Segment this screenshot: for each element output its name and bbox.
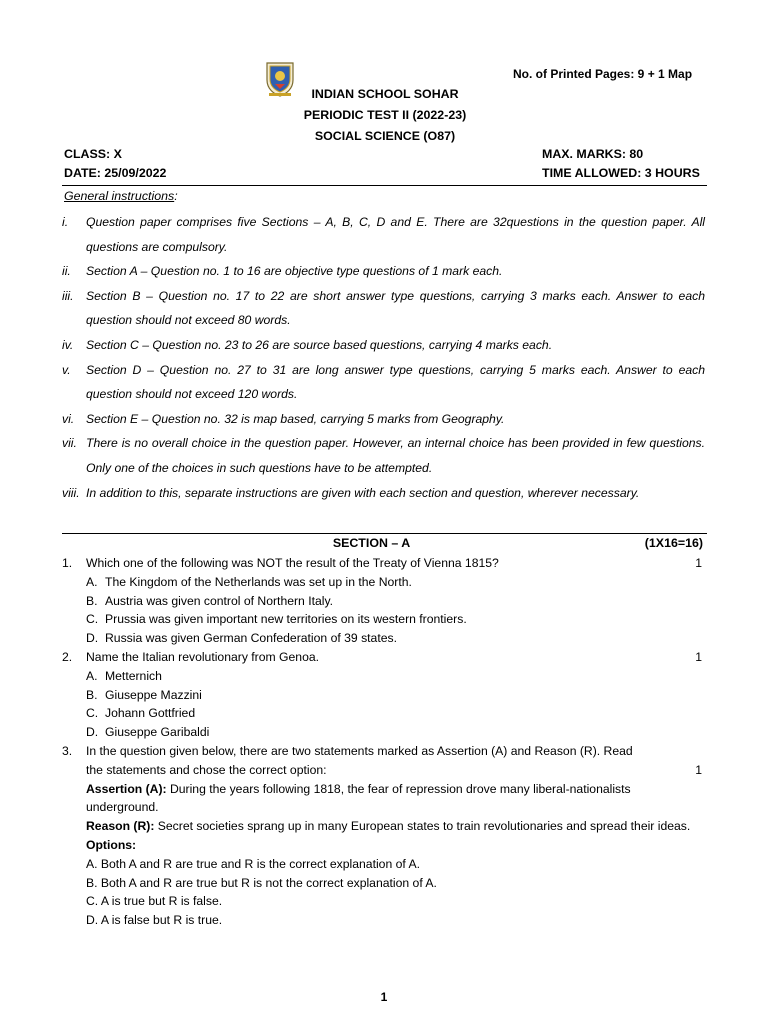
question-number: 1. — [62, 556, 73, 570]
instruction-item: i. Question paper comprises five Sections – A, B, C, D and E. There are 32questions in the question paper. All questions are compulsory. — [62, 215, 705, 254]
question-3 — [62, 742, 705, 930]
general-instructions-title: General instructions: — [64, 189, 178, 203]
option: A. Both A and R are true and R is the correct explanation of A. — [86, 856, 420, 871]
section-marks: (1X16=16) — [644, 536, 703, 550]
question-marks: 1 — [695, 556, 702, 570]
max-marks: MAX. MARKS: 80 — [542, 147, 644, 161]
subject-name: SOCIAL SCIENCE (O87) — [314, 129, 456, 143]
instructions-list — [62, 210, 705, 505]
option: B. Austria was given control of Northern Italy. — [86, 593, 334, 608]
page-number: 1 — [380, 990, 388, 1004]
option: A. Metternich — [86, 668, 162, 683]
question-text: Name the Italian revolutionary from Genoa. — [86, 649, 320, 664]
question-2 — [62, 648, 705, 742]
instruction-item: iv. Section C – Question no. 23 to 26 are source based questions, carrying 4 marks each. — [62, 337, 553, 352]
section-divider — [62, 533, 707, 534]
option: A. The Kingdom of the Netherlands was set up in the North. — [86, 574, 412, 589]
header-divider — [62, 185, 707, 186]
class-row — [64, 147, 704, 161]
instruction-item: ii. Section A – Question no. 1 to 16 are objective type questions of 1 mark each. — [62, 264, 503, 279]
instruction-item: viii. In addition to this, separate instructions are given with each section and question, wherever necessary. — [62, 485, 640, 500]
class-label: CLASS: X — [64, 147, 122, 161]
assertion: Assertion (A): During the years following 1818, the fear of repression drove many liberal-nationalists underground. — [86, 781, 631, 815]
question-marks: 1 — [695, 649, 702, 664]
question-number: 2. — [62, 649, 73, 664]
instruction-item: vi. Section E – Question no. 32 is map based, carrying 5 marks from Geography. — [62, 411, 505, 426]
questions-list — [62, 554, 705, 930]
option: D. Russia was given German Confederation of 39 states. — [86, 631, 397, 646]
question-text: Which one of the following was NOT the result of the Treaty of Vienna 1815? — [86, 556, 499, 570]
options-label: Options: — [86, 837, 137, 852]
question-marks: 1 — [695, 762, 702, 777]
question-1 — [62, 554, 705, 648]
test-name: PERIODIC TEST II (2022-23) — [303, 108, 467, 122]
option: D. A is false but R is true. — [86, 913, 223, 928]
instruction-item: vii. There is no overall choice in the question paper. However, an internal choice has been provided in few questions. Only one of the choices in such questions have to be attempted. — [62, 436, 705, 475]
question-number: 3. — [62, 743, 73, 758]
option: B. Both A and R are true but R is not the correct explanation of A. — [86, 875, 437, 890]
option: C. Johann Gottfried — [86, 706, 196, 721]
exam-date: DATE: 25/09/2022 — [64, 166, 167, 180]
question-text-cont: the statements and chose the correct option: 1 — [86, 761, 705, 780]
option: C. Prussia was given important new territories on its western frontiers. — [86, 612, 467, 627]
option: B. Giuseppe Mazzini — [86, 687, 202, 702]
date-row — [64, 166, 704, 180]
printed-pages: No. of Printed Pages: 9 + 1 Map — [513, 67, 693, 81]
question-text: In the question given below, there are two statements marked as Assertion (A) and Reason (R). Read — [86, 743, 633, 758]
time-allowed: TIME ALLOWED: 3 HOURS — [542, 166, 700, 180]
instruction-item: iii. Section B – Question no. 17 to 22 are short answer type questions, carrying 3 marks each. Answer to each question should not exceed 80 words. — [62, 288, 705, 328]
option: C. A is true but R is false. — [86, 894, 223, 909]
option: D. Giuseppe Garibaldi — [86, 725, 210, 740]
exam-header — [0, 84, 768, 147]
reason: Reason (R): Secret societies sprang up in many European states to train revolutionaries and spread their ideas. — [86, 819, 691, 834]
school-name: INDIAN SCHOOL SOHAR — [311, 87, 459, 101]
section-title: SECTION – A — [332, 536, 411, 550]
instruction-item: v. Section D – Question no. 27 to 31 are long answer type questions, carrying 5 marks each. Answer to each question should not exceed 120 words. — [62, 362, 705, 402]
